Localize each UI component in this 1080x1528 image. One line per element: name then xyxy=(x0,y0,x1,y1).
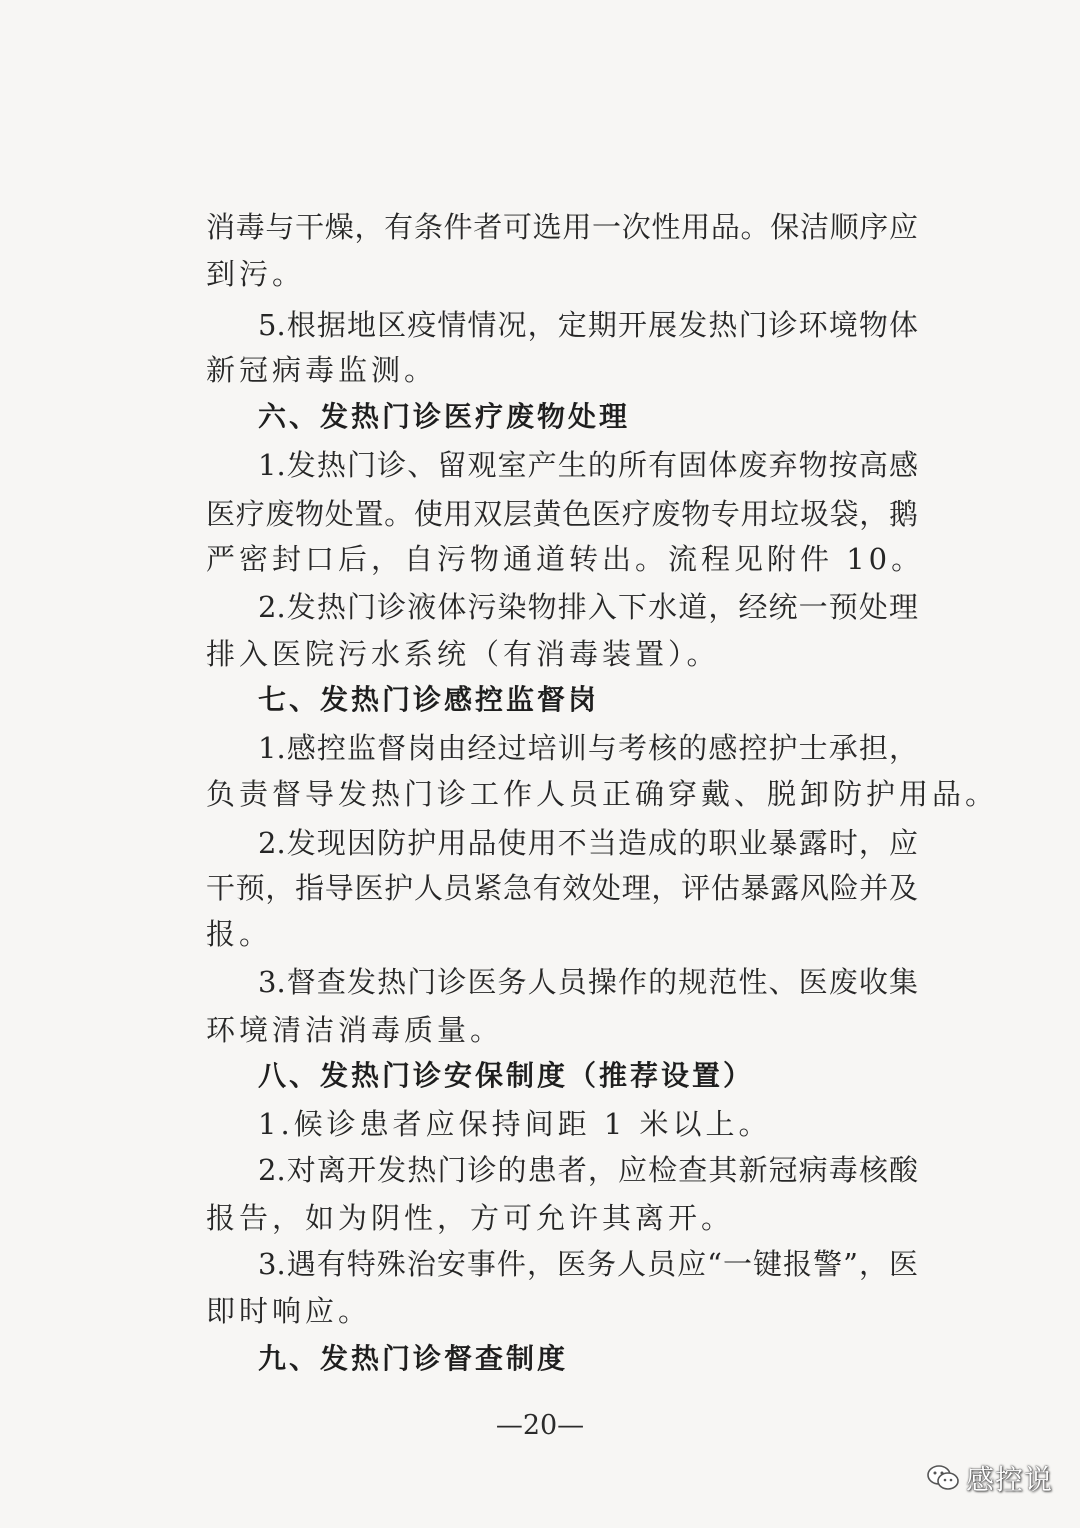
text-line: 1.候诊患者应保持间距 1 米以上。 xyxy=(258,1107,772,1141)
text-line: 负责督导发热门诊工作人员正确穿戴、脱卸防护用品。 xyxy=(206,777,999,811)
text-line: 5.根据地区疫情情况，定期开展发热门诊环境物体 xyxy=(258,308,918,342)
text-line: 严密封口后，自污物通道转出。流程见附件 10。 xyxy=(206,542,925,576)
section-heading-6: 六、发热门诊医疗废物处理 xyxy=(258,400,631,433)
text-line: 消毒与干燥，有条件者可选用一次性用品。保洁顺序应 xyxy=(206,210,918,244)
text-line: 医疗废物处置。使用双层黄色医疗废物专用垃圾袋，鹅 xyxy=(206,497,918,531)
text-line: 新冠病毒监测。 xyxy=(206,353,438,387)
text-line: 环境清洁消毒质量。 xyxy=(206,1013,504,1047)
text-line: 2.对离开发热门诊的患者，应检查其新冠病毒核酸 xyxy=(258,1153,918,1187)
text-line: 2.发热门诊液体污染物排入下水道，经统一预处理 xyxy=(258,590,918,624)
text-line: 3.遇有特殊治安事件，医务人员应“一键报警”，医 xyxy=(258,1247,918,1281)
page-number: —20— xyxy=(495,1410,585,1441)
watermark-label: 感控说 xyxy=(966,1463,1054,1496)
text-line: 排入医院污水系统（有消毒装置）。 xyxy=(206,637,720,671)
text-line: 到污。 xyxy=(206,257,306,291)
section-heading-7: 七、发热门诊感控监督岗 xyxy=(258,683,600,716)
text-line: 2.发现因防护用品使用不当造成的职业暴露时，应 xyxy=(258,826,918,860)
text-line: 报。 xyxy=(206,917,273,951)
text-line: 即时响应。 xyxy=(206,1294,372,1328)
watermark xyxy=(926,1458,1053,1498)
text-line: 干预，指导医护人员紧急有效处理，评估暴露风险并及 xyxy=(206,871,918,905)
text-line: 1.发热门诊、留观室产生的所有固体废弃物按高感 xyxy=(258,448,918,482)
section-heading-8: 八、发热门诊安保制度（推荐设置） xyxy=(258,1059,755,1092)
wechat-icon xyxy=(926,1463,960,1493)
text-line: 1.感控监督岗由经过培训与考核的感控护士承担， xyxy=(258,731,918,765)
section-heading-9: 九、发热门诊督查制度 xyxy=(258,1342,569,1375)
text-line: 报告，如为阴性，方可允许其离开。 xyxy=(206,1201,735,1235)
text-line: 3.督查发热门诊医务人员操作的规范性、医废收集 xyxy=(258,965,918,999)
